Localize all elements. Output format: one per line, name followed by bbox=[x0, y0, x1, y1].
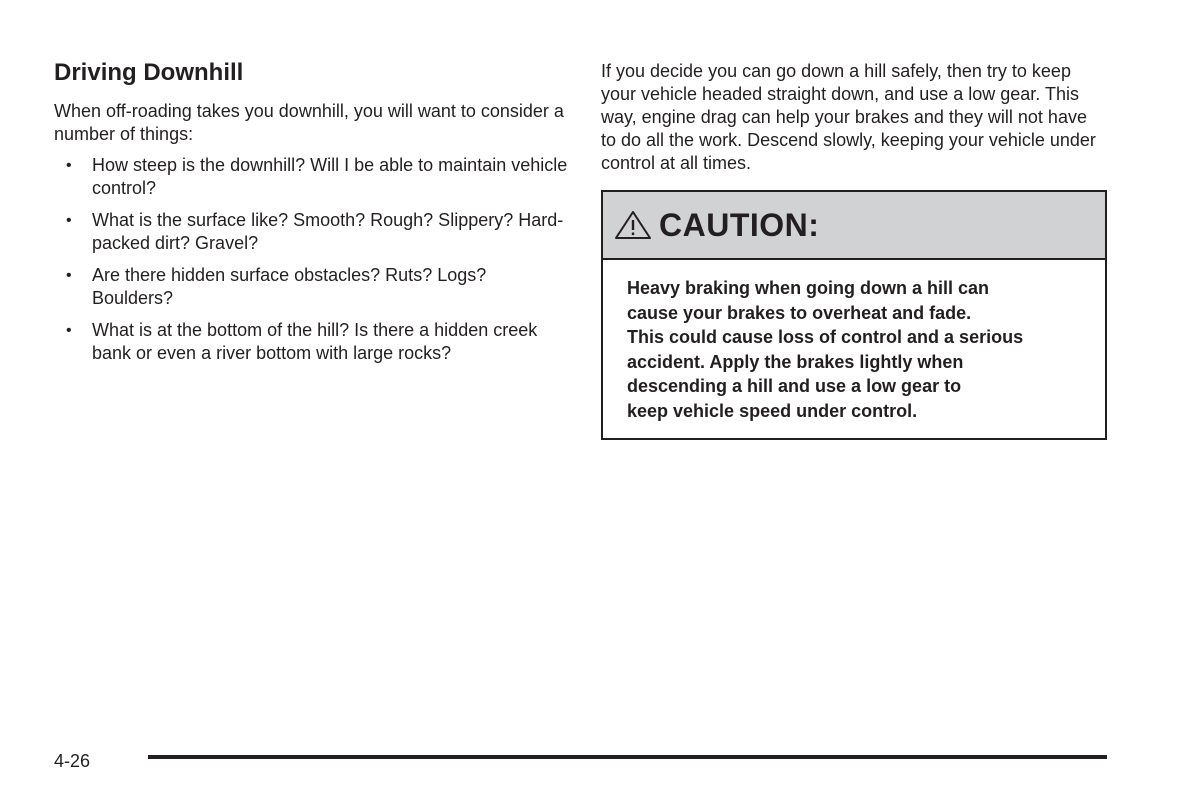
intro-paragraph: When off-roading takes you downhill, you will want to consider a number of things: bbox=[54, 101, 564, 144]
caution-line: cause your brakes to overheat and fade. bbox=[627, 302, 972, 323]
list-item bbox=[54, 154, 569, 200]
descent-paragraph: If you decide you can go down a hill safely, then try to keep your vehicle headed straight down, and use a low gear. This way, engine drag can help your brakes and they will not have to do all the work. Descend slowly, keeping your vehicle under control at all times. bbox=[601, 61, 1096, 173]
caution-line: This could cause loss of control and a serious bbox=[627, 327, 1024, 347]
warning-triangle-icon bbox=[613, 209, 653, 241]
footer-rule bbox=[148, 755, 1107, 759]
list-item-text: What is at the bottom of the hill? Is there a hidden creek bank or even a river bottom with large rocks? bbox=[92, 320, 538, 363]
considerations-list bbox=[54, 154, 569, 365]
caution-header bbox=[603, 192, 1105, 260]
section-heading: Driving Downhill bbox=[54, 59, 244, 86]
page-number: 4-26 bbox=[54, 751, 91, 771]
caution-box bbox=[601, 190, 1107, 440]
right-column bbox=[601, 60, 1106, 175]
list-item-text: What is the surface like? Smooth? Rough? Slippery? Hard-packed dirt? Gravel? bbox=[92, 210, 564, 253]
bullet-icon: • bbox=[66, 267, 72, 284]
list-item-text: Are there hidden surface obstacles? Ruts? Logs? Boulders? bbox=[92, 265, 487, 308]
caution-line: Heavy braking when going down a hill can bbox=[627, 278, 990, 298]
list-item-text: How steep is the downhill? Will I be able to maintain vehicle control? bbox=[92, 155, 568, 198]
list-item bbox=[54, 319, 569, 365]
caution-line: descending a hill and use a low gear to bbox=[627, 376, 962, 396]
bullet-icon: • bbox=[66, 212, 72, 229]
caution-text bbox=[603, 260, 1105, 423]
bullet-icon: • bbox=[66, 322, 72, 339]
caution-line: keep vehicle speed under control. bbox=[627, 400, 918, 421]
list-item bbox=[54, 209, 569, 255]
caution-line: accident. Apply the brakes lightly when bbox=[627, 351, 964, 372]
left-column bbox=[54, 58, 569, 374]
bullet-icon: • bbox=[66, 157, 72, 174]
list-item bbox=[54, 264, 569, 310]
caution-title: CAUTION: bbox=[659, 207, 820, 243]
